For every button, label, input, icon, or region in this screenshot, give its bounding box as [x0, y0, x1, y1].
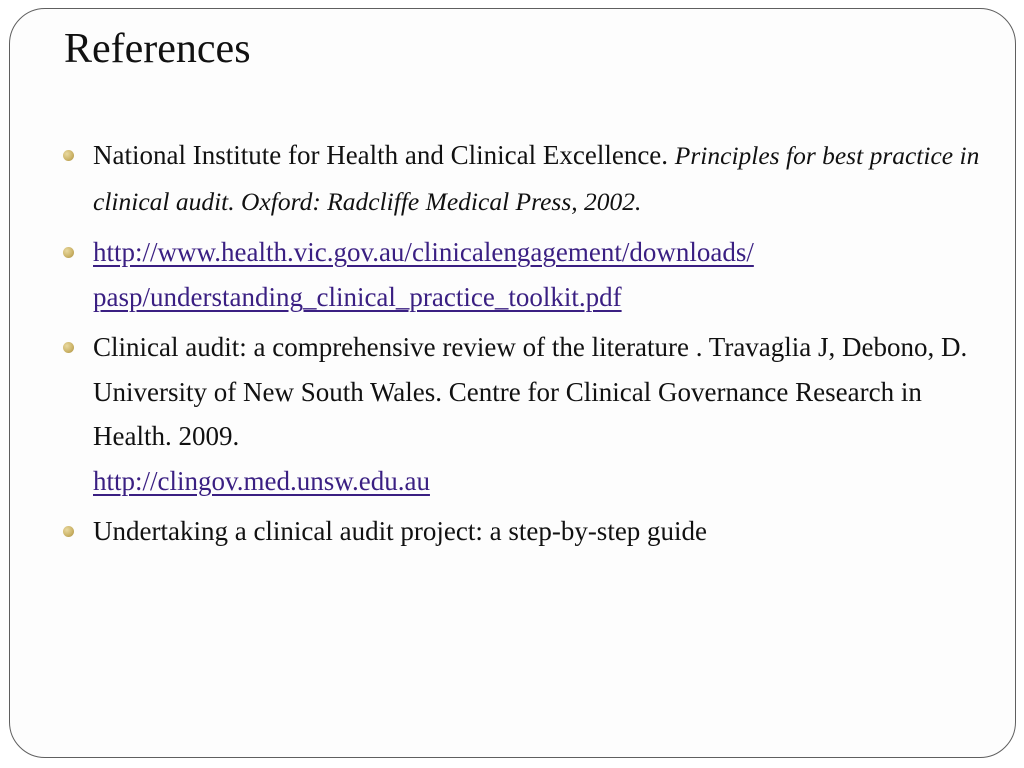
bullet-icon: [63, 526, 74, 537]
reference-item-nice: [60, 133, 980, 224]
reference-citation-text: Clinical audit: a comprehensive review of the literature . Travaglia J, Debono, D. University of New South Wales. Centre for Clinical Governance Research in Health. 2009.: [93, 332, 968, 451]
toolkit-pdf-link[interactable]: [93, 230, 980, 312]
bullet-icon: [63, 150, 74, 161]
reference-item-toolkit-link: [60, 230, 980, 319]
link-text-line-1: http://www.health.vic.gov.au/clinicalengagement/downloads/: [93, 237, 754, 267]
clingov-link[interactable]: http://clingov.med.unsw.edu.au: [93, 465, 430, 496]
slide-title: References: [64, 26, 251, 72]
bullet-icon: [63, 247, 74, 258]
slide-frame: [9, 8, 1016, 758]
reference-guide-text: Undertaking a clinical audit project: a step-by-step guide: [93, 516, 708, 546]
reference-title-italic: Principles for best practice in clinical audit. Oxford: Radcliffe Medical Press, 2002.: [93, 141, 980, 216]
reference-author-text: National Institute for Health and Clinical Excellence.: [93, 140, 675, 170]
bullet-icon: [63, 342, 74, 353]
link-text-line-2: pasp/understanding_clinical_practice_toolkit.pdf: [93, 281, 622, 312]
reference-item-clinical-audit-review: [60, 325, 980, 503]
reference-item-guide: [60, 509, 980, 554]
references-list: [60, 133, 980, 560]
